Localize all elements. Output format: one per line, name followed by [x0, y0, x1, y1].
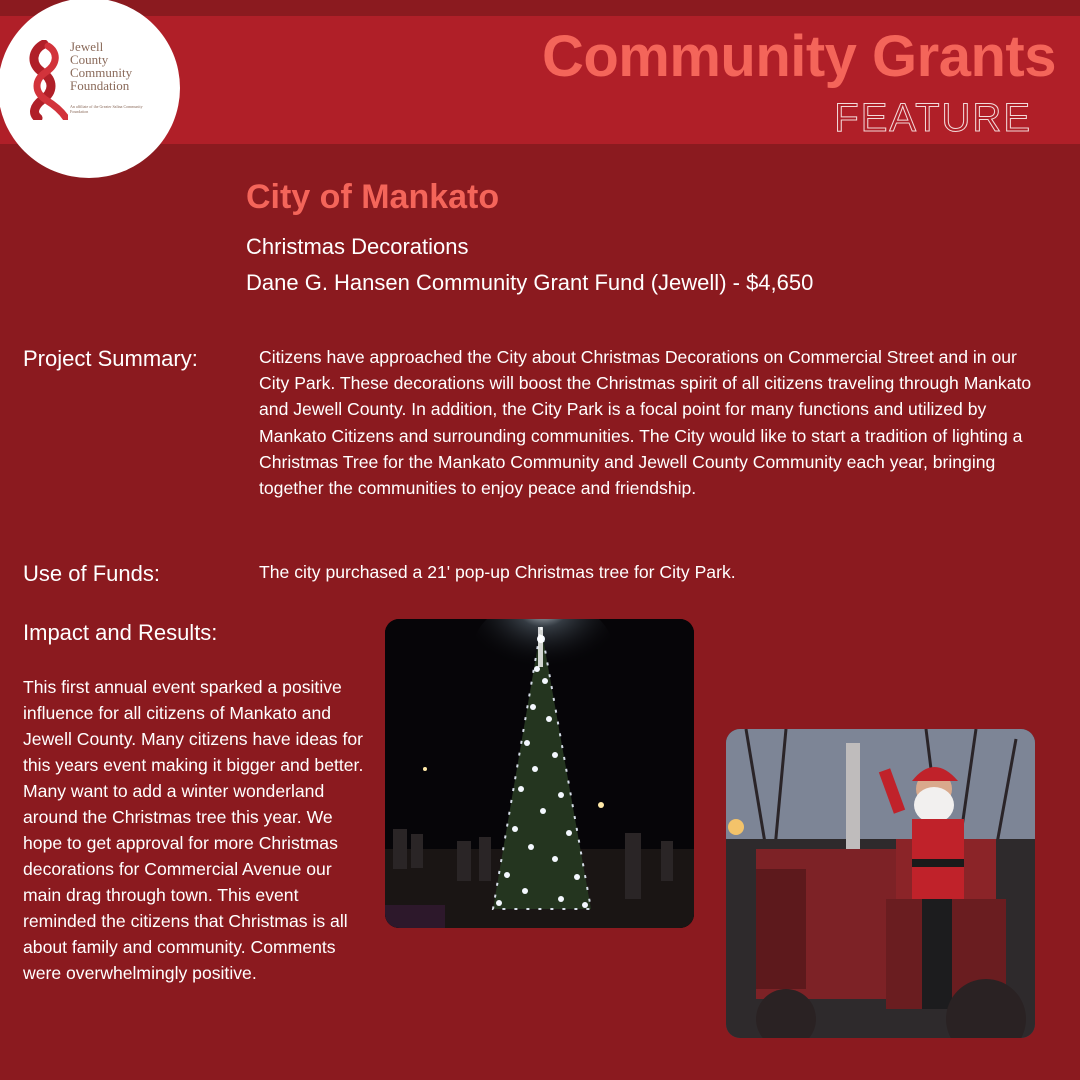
logo-affiliate-text: An affiliate of the Greater Salina Community Foundation: [70, 104, 143, 114]
santa-tractor-photo: [726, 729, 1035, 1038]
use-of-funds-label: Use of Funds:: [23, 561, 160, 586]
impact-results-text: This first annual event sparked a positive influence for all citizens of Mankato and Jewell County. Many citizens have ideas for this years event making it bigger and better. Many want to add a winter wonderland around the Christmas tree this year. We hope to get approval for more Christmas decorations for Commercial Avenue our main drag through town. This event reminded the citizens that Christmas is all about family and community. Comments were overwhelmingly positive.: [23, 677, 364, 983]
logo-line: Community: [70, 65, 133, 80]
foundation-logo: [0, 0, 180, 178]
christmas-tree-photo: [385, 619, 694, 928]
logo-wordmark: [70, 40, 132, 92]
logo-line: Foundation: [70, 78, 130, 93]
feature-subtitle: FEATURE: [834, 96, 1032, 140]
project-summary-text: Citizens have approached the City about Christmas Decorations on Commercial Street and in our City Park. These decorations will boost the Christmas spirit of all citizens traveling through Mankato and Jewell County. In addition, the City Park is a focal point for many functions and utilized by Mankato Citizens and surrounding communities. The City would like to start a tradition of lighting a Christmas Tree for the Mankato Community and Jewell County Community each year, bringing together the communities to enjoy peace and friendship.: [259, 347, 1032, 499]
page-title: Community Grants: [541, 24, 1056, 89]
grantee-name: City of Mankato: [246, 178, 500, 216]
project-summary-label: Project Summary:: [23, 346, 198, 371]
santa-tractor-image: [726, 729, 1035, 1038]
project-name: Christmas Decorations: [246, 234, 469, 259]
impact-results-label: Impact and Results:: [23, 620, 218, 645]
logo-line: County: [70, 52, 109, 67]
logo-line: Jewell: [70, 39, 104, 54]
christmas-tree-image: [385, 619, 694, 928]
ribbon-logo-icon: [24, 40, 68, 120]
use-of-funds-text: The city purchased a 21' pop-up Christmas tree for City Park.: [259, 562, 736, 582]
grant-fund-amount: Dane G. Hansen Community Grant Fund (Jewell) - $4,650: [246, 270, 814, 295]
top-band: [0, 0, 1080, 16]
